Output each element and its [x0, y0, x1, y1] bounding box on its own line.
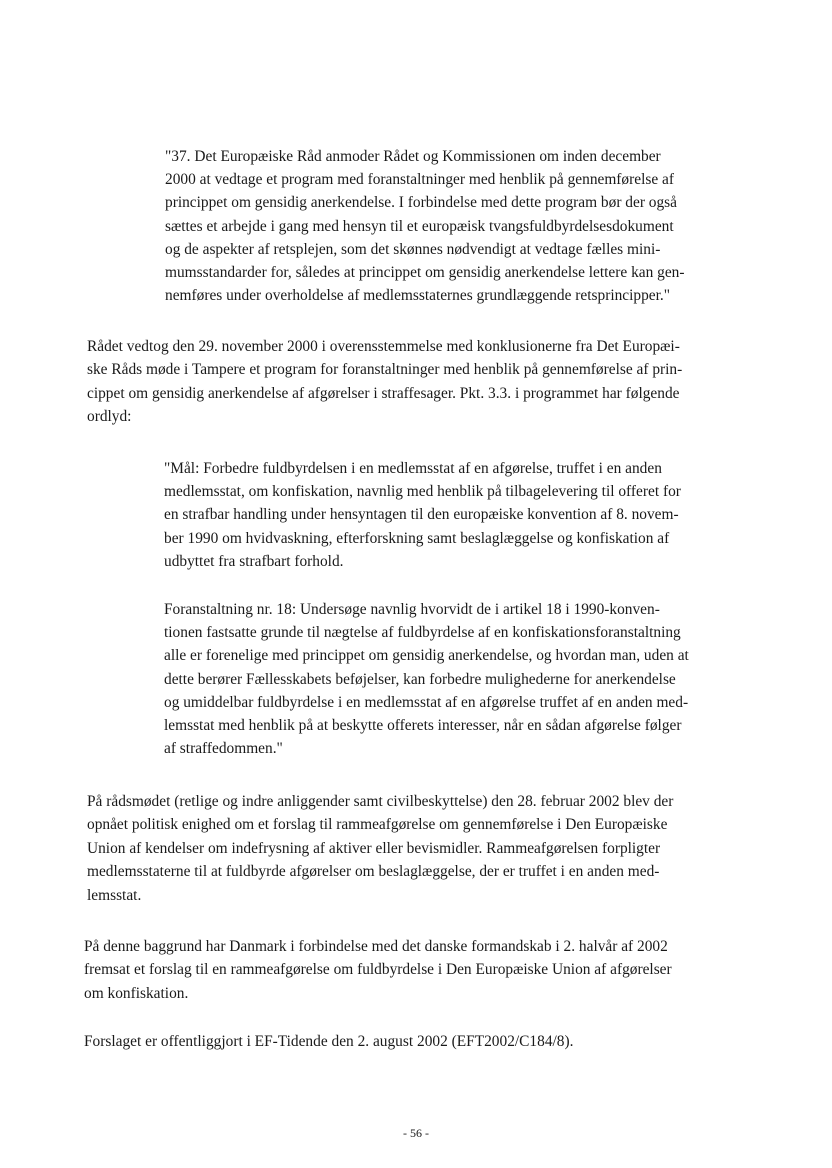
text-line: På denne baggrund har Danmark i forbindelse med det danske formandskab i 2. halvår af 2002: [84, 938, 668, 955]
text-line: og umiddelbar fuldbyrdelse i en medlemsstat af en afgørelse truffet af en anden med-: [164, 693, 689, 711]
text-line: lemsstat med henblik på at beskytte offerets interesser, når en sådan afgørelse følger: [164, 717, 682, 735]
text-line: På rådsmødet (retlige og indre anliggender samt civilbeskyttelse) den 28. februar 2002 blev der: [87, 793, 674, 810]
text-line: Union af kendelser om indefrysning af aktiver eller bevismidler. Rammeafgørelsen forpligter: [87, 839, 661, 857]
text-line: lemsstat.: [87, 886, 142, 904]
text-line: ber 1990 om hvidvaskning, efterforskning samt beslaglæggelse og konfiskation af: [164, 529, 670, 547]
text-line: "Mål: Forbedre fuldbyrdelsen i en medlemsstat af en afgørelse, truffet i en anden: [164, 460, 662, 477]
text-line: medlemsstat, om konfiskation, navnlig med henblik på tilbagelevering til offeret for: [164, 483, 681, 501]
text-line: princippet om gensidig anerkendelse. I forbindelse med dette program bør der også: [165, 194, 678, 212]
body-paragraph-offentliggjort: [84, 1030, 744, 1053]
block-quote-paragraph-37: [165, 145, 745, 307]
block-quote-foranstaltning: [164, 598, 744, 760]
text-line: og de aspekter af retsplejen, som det skønnes nødvendigt at vedtage fælles mini-: [165, 240, 661, 258]
body-paragraph-denne-baggrund: [84, 935, 744, 1005]
text-line: ske Råds møde i Tampere et program for foranstaltninger med henblik på gennemførelse af prin-: [87, 361, 683, 379]
text-line: "37. Det Europæiske Råd anmoder Rådet og Kommissionen om inden december: [165, 148, 661, 165]
text-line: af straffedommen.": [164, 740, 283, 758]
text-line: en strafbar handling under hensyntagen til den europæiske konvention af 8. novem-: [164, 506, 679, 524]
text-line: sættes et arbejde i gang med hensyn til et europæisk tvangsfuldbyrdelsesdokument: [165, 217, 674, 235]
text-line: nemføres under overholdelse af medlemsstaternes grundlæggende retsprincipper.": [165, 287, 671, 305]
text-line: dette berører Fællesskabets beføjelser, kan forbedre mulighederne for anerkendelse: [164, 670, 676, 688]
text-line: 2000 at vedtage et program med foranstaltninger med henblik på gennemførelse af: [165, 171, 674, 189]
text-line: ordlyd:: [87, 408, 132, 426]
text-line: tionen fastsatte grunde til nægtelse af fuldbyrdelse af en konfiskationsforanstaltning: [164, 624, 681, 642]
body-paragraph-raadet-vedtog: [87, 335, 747, 429]
block-quote-maal: [164, 457, 744, 573]
text-line: opnået politisk enighed om et forslag til rammeafgørelse om gennemførelse i Den Europæiske: [87, 816, 668, 834]
text-line: udbyttet fra strafbart forhold.: [164, 552, 344, 570]
text-line: mumsstandarder for, således at princippet om gensidig anerkendelse lettere kan gen-: [165, 264, 685, 282]
text-line: medlemsstaterne til at fuldbyrde afgørelser om beslaglæggelse, der er truffet i en anden med-: [87, 863, 660, 881]
text-line: cippet om gensidig anerkendelse af afgørelser i straffesager. Pkt. 3.3. i programmet har følgende: [87, 384, 680, 402]
body-paragraph-raadsmoedet: [87, 790, 747, 907]
text-line: Rådet vedtog den 29. november 2000 i overensstemmelse med konklusionerne fra Det Europæi-: [87, 338, 680, 355]
text-line: alle er forenelige med princippet om gensidig anerkendelse, og hvordan man, uden at: [164, 647, 689, 665]
text-line: om konfiskation.: [84, 984, 189, 1002]
page-number: - 56 -: [403, 1126, 429, 1140]
text-line: fremsat et forslag til en rammeafgørelse om fuldbyrdelse i Den Europæiske Union af afgørelser: [84, 961, 672, 979]
text-line: Foranstaltning nr. 18: Undersøge navnlig hvorvidt de i artikel 18 i 1990-konven-: [164, 601, 660, 618]
text-line: Forslaget er offentliggjort i EF-Tidende den 2. august 2002 (EFT2002/C184/8).: [84, 1033, 574, 1050]
